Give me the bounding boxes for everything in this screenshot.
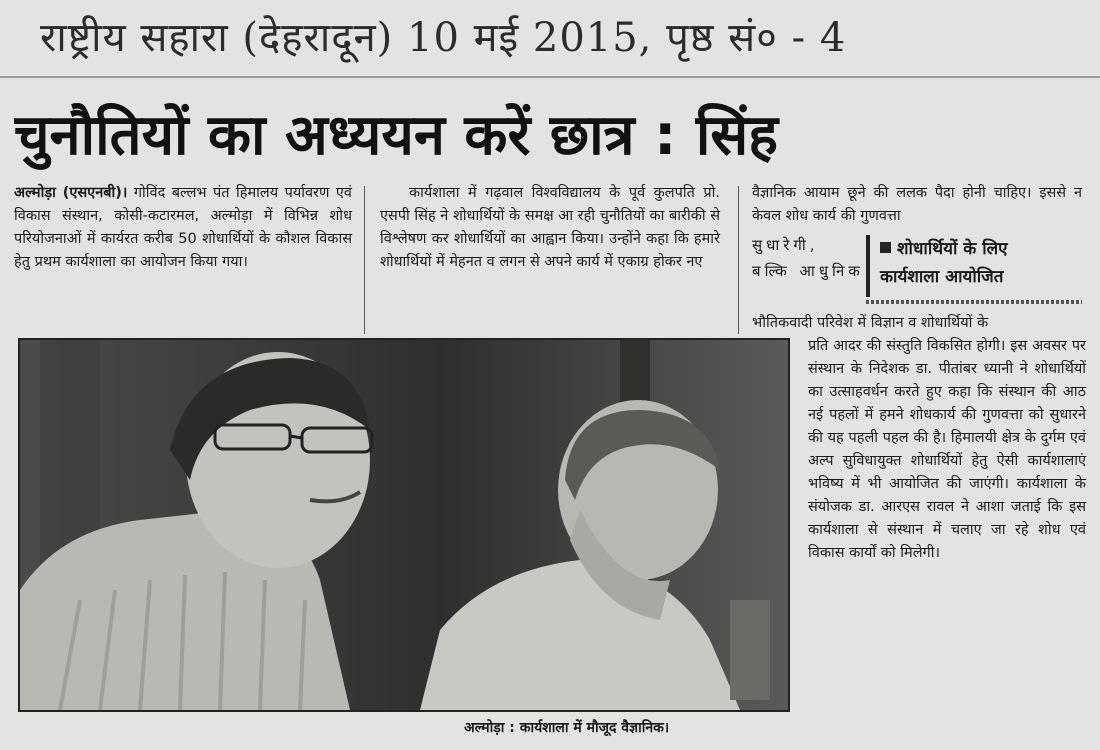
clipping-edge — [0, 76, 1100, 78]
article-column-3-wide: भौतिकवादी परिवेश में विज्ञान व शोधार्थियों के — [752, 315, 989, 331]
column-1-paragraph — [14, 182, 352, 274]
photo-image — [20, 340, 788, 710]
column-divider — [738, 186, 739, 334]
article-column-1 — [14, 182, 352, 274]
column-divider — [364, 186, 365, 334]
article-column-2 — [380, 182, 720, 274]
article-headline: चुनौतियों का अध्ययन करें छात्र : सिंह — [14, 103, 778, 168]
article-column-3-narrow: सुधारेगी, बल्कि आधुनिक — [752, 236, 864, 280]
article-column-3-top: वैज्ञानिक आयाम छूने की ललक पैदा होनी चाहिए। इससे न केवल शोध कार्य की गुणवत्ता — [752, 185, 1082, 224]
square-bullet-icon — [880, 242, 891, 253]
subheading-box — [866, 235, 1082, 297]
dateline: अल्मोड़ा (एसएनबी)। — [14, 185, 128, 201]
subheading-rule — [866, 300, 1082, 304]
handwritten-source-note: राष्ट्रीय सहारा (देहरादून) 10 मई 2015, पृष्ठ सं० - 4 — [40, 15, 847, 61]
column-1-text: गोविंद बल्लभ पंत हिमालय पर्यावरण एवं विकास संस्थान, कोसी-कटारमल, अल्मोड़ा में विभिन्न शोध परियोजनाओं में कार्यरत करीब 50 शोधार्थियों के कौशल विकास हेतु प्रथम कार्यशाला का आयोजन किया गया। — [14, 185, 352, 270]
article-column-3-rest: प्रति आदर की संस्तुति विकसित होगी। इस अवसर पर संस्थान के निदेशक डा. पीतांबर ध्यानी ने शोधार्थियों का उत्साहवर्धन करते हुए कहा कि संस्थान की आठ नई पहलों में हमने शोधकार्य की गुणवत्ता को सुधारने की यह पहली पहल की है। हिमालयी क्षेत्र के दुर्गम एवं अल्प सुविधायुक्त शोधार्थियों हेतु ऐसी कार्यशालाएं भविष्य में भी आयोजित की जाएंगी। कार्यशाला के संयोजक डा. आरएस रावल ने आशा जताई कि इस कार्यशाला से संस्थान में चलाए जा रहे शोध एवं विकास कार्यों को मिलेगी। — [808, 338, 1086, 561]
subheading-line-1 — [880, 235, 1082, 263]
news-photo — [18, 338, 790, 712]
column-2-text: कार्यशाला में गढ़वाल विश्वविद्यालय के पूर्व कुलपति प्रो. एसपी सिंह ने शोधार्थियों के समक्ष आ रही चुनौतियों का बारीकी से विश्लेषण कर शोधार्थियों का आह्वान किया। उन्होंने कहा कि हमारे शोधार्थियों में मेहनत व लगन से अपने कार्य में एकाग्र होकर नए — [380, 185, 721, 270]
subheading-line-1-text: शोधार्थियों के लिए — [897, 239, 1008, 259]
subheading-line-2: कार्यशाला आयोजित — [880, 267, 1004, 287]
photo-caption: अल्मोड़ा : कार्यशाला में मौजूद वैज्ञानिक। — [464, 720, 670, 736]
